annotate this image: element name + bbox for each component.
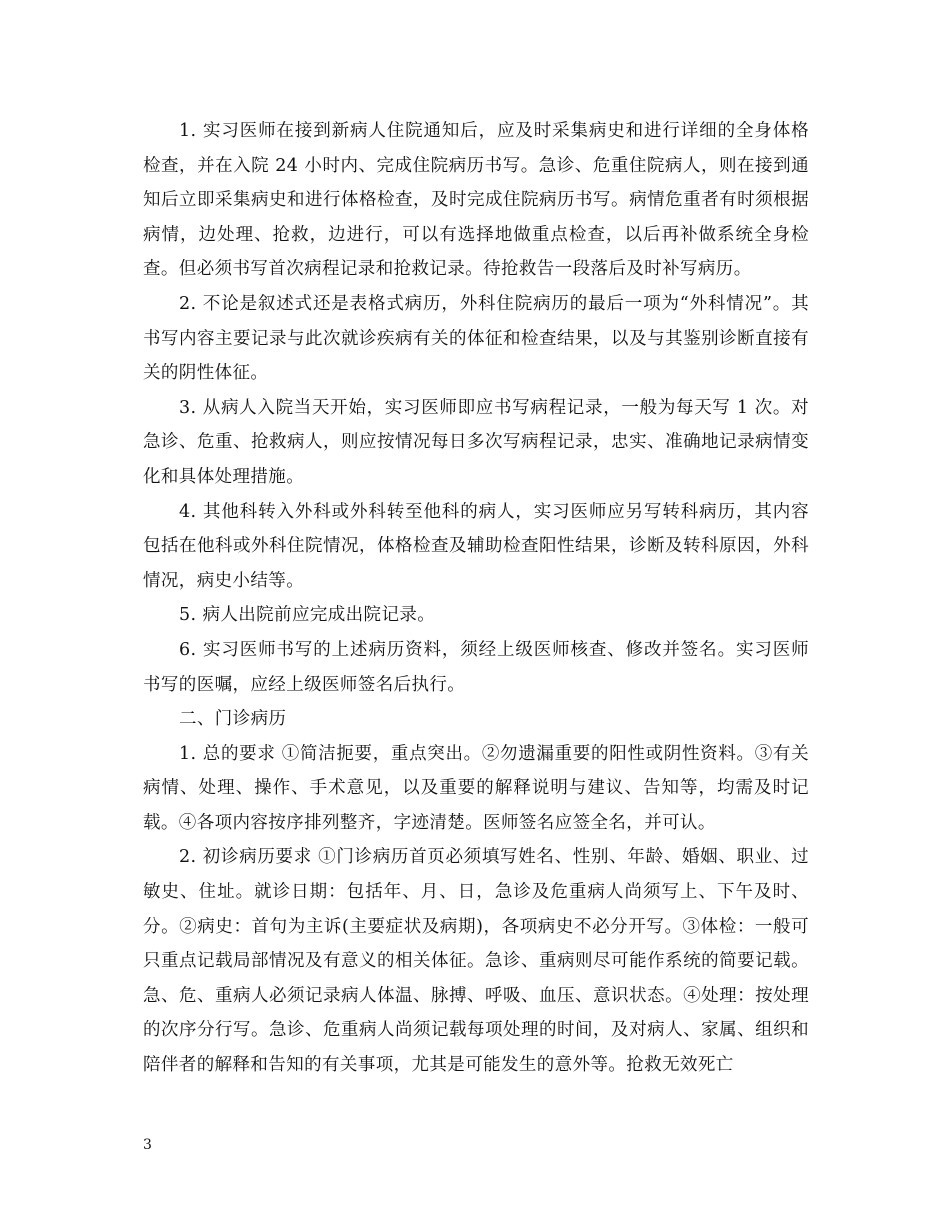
paragraph-surgical-condition: 2. 不论是叙述式还是表格式病历，外科住院病历的最后一项为“外科情况”。其书写内容主要记录与此次就诊疾病有关的体征和检查结果，以及与其鉴别诊断直接有关的阴性体征。 [143,293,809,384]
body-text [143,114,809,1083]
paragraph-transfer-record: 4. 其他科转入外科或外科转至他科的病人，实习医师应另写转科病历，其内容包括在他科或外科住院情况，体格检查及辅助检查阳性结果，诊断及转科原因，外科情况，病史小结等。 [143,501,809,591]
page-number: 3 [143,1137,152,1153]
paragraph-first-visit-requirements: 2. 初诊病历要求 ①门诊病历首页必须填写姓名、性别、年龄、婚姻、职业、过敏史、住址。就诊日期：包括年、月、日，急诊及危重病人尚须写上、下午及时、分。②病史：首句为主诉(主要症状及病期)，各项病史不必分开写。③体检：一般可只重点记载局部情况及有意义的相关体征。急诊、重病则尽可能作系统的简要记载。急、危、重病人必须记录病人体温、脉搏、呼吸、血压、意识状态。④处理：按处理的次序分行写。急诊、危重病人尚须记载每项处理的时间，及对病人、家属、组织和陪伴者的解释和告知的有关事项，尤其是可能发生的意外等。抢救无效死亡 [143,847,809,1076]
section-heading-outpatient-record: 二、门诊病历 [179,709,287,730]
paragraph-discharge-record: 5. 病人出院前应完成出院记录。 [179,605,436,626]
paragraph-inpatient-record-timing: 1. 实习医师在接到新病人住院通知后，应及时采集病史和进行详细的全身体格检查，并在入院 24 小时内、完成住院病历书写。急诊、危重住院病人，则在接到通知后立即采集病史和进行体格检查，及时完成住院病历书写。病情危重者有时须根据病情，边处理、抢救，边进行，可以有选择地做重点检查，以后再补做系统全身检查。但必须书写首次病程记录和抢救记录。待抢救告一段落后及时补写病历。 [143,121,809,280]
paragraph-general-requirements: 1. 总的要求 ①简洁扼要，重点突出。②勿遗漏重要的阳性或阴性资料。③有关病情、处理、操作、手术意见，以及重要的解释说明与建议、告知等，均需及时记载。④各项内容按序排列整齐，字迹清楚。医师签名应签全名，并可认。 [143,743,809,833]
paragraph-supervisor-review: 6. 实习医师书写的上述病历资料，须经上级医师核查、修改并签名。实习医师书写的医嘱，应经上级医师签名后执行。 [143,639,809,695]
paragraph-progress-notes: 3. 从病人入院当天开始，实习医师即应书写病程记录，一般为每天写 1 次。对急诊、危重、抢救病人，则应按情况每日多次写病程记录，忠实、准确地记录病情变化和具体处理措施。 [143,397,809,487]
